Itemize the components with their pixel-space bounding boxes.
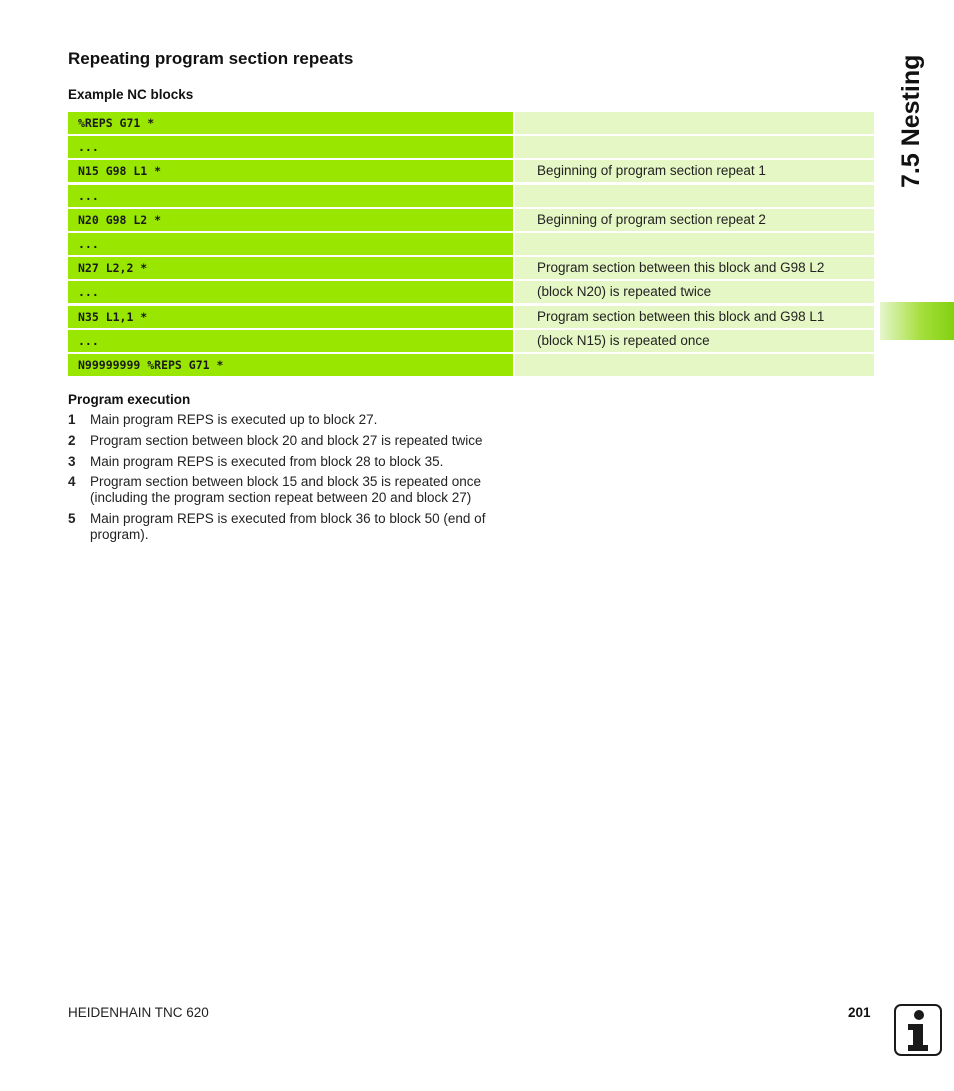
info-icon: [894, 1004, 942, 1056]
nc-comment: Beginning of program section repeat 1: [515, 160, 874, 182]
list-item: [68, 454, 518, 470]
step-text: Main program REPS is executed from block 36 to block 50 (end of program).: [90, 511, 486, 543]
nc-code: N99999999 %REPS G71 *: [68, 354, 513, 376]
execution-list: [68, 412, 518, 548]
execution-title: Program execution: [68, 392, 191, 407]
table-row: [68, 330, 874, 352]
nc-code: %REPS G71 *: [68, 112, 513, 134]
nc-blocks-table: [68, 112, 874, 378]
nc-code: ...: [68, 330, 513, 352]
step-text: Main program REPS is executed from block 28 to block 35.: [90, 453, 444, 469]
nc-code: ...: [68, 233, 513, 255]
list-item: [68, 511, 518, 543]
nc-code: N20 G98 L2 *: [68, 209, 513, 231]
nc-comment: (block N15) is repeated once: [515, 330, 874, 352]
nc-code: N15 G98 L1 *: [68, 160, 513, 182]
step-number: 1: [68, 412, 76, 427]
list-item: [68, 412, 518, 428]
table-row: [68, 209, 874, 231]
nc-code: ...: [68, 136, 513, 158]
nc-comment: [515, 233, 874, 255]
example-subheading: Example NC blocks: [68, 87, 194, 102]
list-item: [68, 474, 518, 506]
nc-comment: (block N20) is repeated twice: [515, 281, 874, 303]
table-row: [68, 281, 874, 303]
section-heading: Repeating program section repeats: [68, 49, 354, 68]
step-number: 4: [68, 474, 76, 490]
chapter-thumb-tab: [880, 302, 954, 340]
step-number: 2: [68, 432, 76, 448]
table-row: [68, 354, 874, 376]
list-item: [68, 433, 518, 449]
nc-comment: [515, 112, 874, 134]
nc-comment: Beginning of program section repeat 2: [515, 209, 874, 231]
chapter-label: 7.5 Nesting: [897, 54, 925, 188]
nc-comment: [515, 136, 874, 158]
table-row: [68, 136, 874, 158]
step-text: Program section between block 15 and block 35 is repeated once (including the program section repeat between 20 and block 27): [90, 474, 481, 506]
table-row: [68, 306, 874, 328]
step-text: Program section between block 20 and block 27 is repeated twice: [90, 432, 483, 448]
nc-code: N35 L1,1 *: [68, 306, 513, 328]
nc-comment: [515, 354, 874, 376]
nc-code: ...: [68, 185, 513, 207]
nc-comment: [515, 185, 874, 207]
table-row: [68, 112, 874, 134]
step-number: 5: [68, 511, 76, 527]
table-row: [68, 233, 874, 255]
step-number: 3: [68, 453, 76, 469]
nc-comment: Program section between this block and G98 L2: [515, 257, 874, 279]
nc-comment: Program section between this block and G98 L1: [515, 306, 874, 328]
nc-code: ...: [68, 281, 513, 303]
page-number: 201: [848, 1005, 871, 1020]
footer-product: HEIDENHAIN TNC 620: [68, 1005, 209, 1020]
nc-code: N27 L2,2 *: [68, 257, 513, 279]
step-text: Main program REPS is executed up to block 27.: [90, 412, 378, 427]
table-row: [68, 160, 874, 182]
table-row: [68, 257, 874, 279]
table-row: [68, 185, 874, 207]
